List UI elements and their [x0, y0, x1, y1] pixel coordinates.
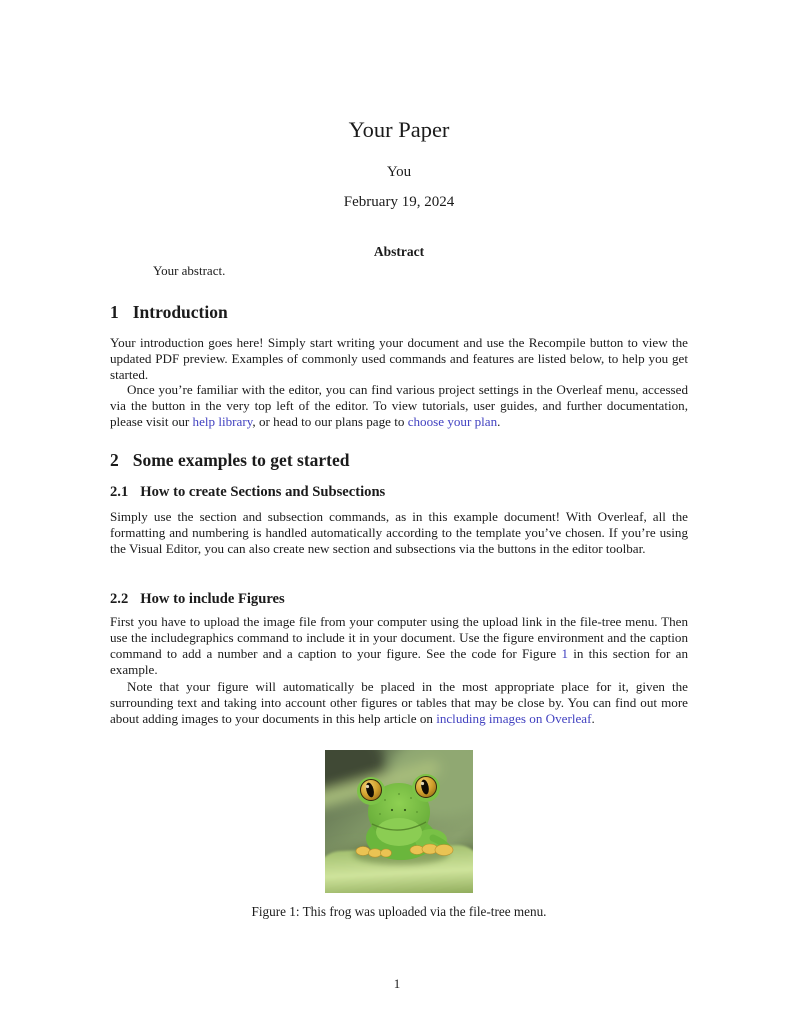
section-title: Some examples to get started — [132, 450, 350, 470]
paper-date: February 19, 2024 — [343, 194, 455, 210]
paragraph-figures-2 — [110, 679, 688, 727]
frog-photo-svg — [325, 750, 473, 893]
section-title: Introduction — [132, 302, 228, 322]
text-run: Note that your figure will automatically be placed in the most appropriate place for it, given the surrounding text and taking into account other figures or tables that may be close by. You can find out more about adding images to your documents in this help article on — [110, 679, 688, 726]
subsection-title: How to include Figures — [140, 591, 285, 607]
text-run: First you have to upload the image file from your computer using the upload link in the file-tree menu. Then use the includegraphics command to include it in your document. Use the figure environment and the caption command to add a number and a caption to your figure. See the code for Figure — [110, 614, 688, 661]
text-run: . — [497, 414, 501, 429]
section-number: 2 — [110, 450, 119, 470]
text-run: . — [591, 711, 595, 726]
subsection-2-1-heading — [110, 484, 688, 501]
text-run: Simply use the section and subsection commands, as in this example document! With Overleaf, all the formatting and numbering is handled automatically according to the template you’ve chosen. If you’re using the Visual Editor, you can also create new section and subsections via the buttons in the editor toolbar. — [110, 509, 688, 556]
abstract-body: Your abstract. — [153, 263, 226, 278]
text-link[interactable]: choose your plan — [407, 414, 498, 429]
subsection-number: 2.1 — [110, 484, 129, 500]
text-run: in this section for an example. — [110, 646, 689, 677]
text-run: , or head to our plans page to — [252, 414, 408, 429]
figure-caption: Figure 1: This frog was uploaded via the file-tree menu. — [251, 904, 547, 919]
text-link[interactable]: 1 — [561, 646, 568, 661]
frog-image — [325, 750, 473, 893]
paper-title: Your Paper — [348, 117, 450, 142]
section-2-heading — [110, 450, 688, 470]
page-number: 1 — [393, 976, 401, 991]
paragraph-intro-1 — [110, 335, 688, 383]
subsection-2-2-heading — [110, 591, 688, 608]
text-run: Your introduction goes here! Simply start writing your document and use the Recompile button to view the updated PDF preview. Examples of commonly used commands and features are listed below, to help you get started. — [110, 335, 688, 382]
abstract-heading: Abstract — [373, 244, 425, 259]
section-number: 1 — [110, 302, 119, 322]
subsection-number: 2.2 — [110, 591, 129, 607]
paragraph-intro-2 — [110, 382, 688, 430]
text-link[interactable]: help library — [192, 414, 253, 429]
subsection-title: How to create Sections and Subsections — [140, 484, 386, 500]
text-run: Once you’re familiar with the editor, you can find various project settings in the Overleaf menu, accessed via the button in the very top left of the editor. To view tutorials, user guides, and further documentation, please visit our — [110, 382, 688, 429]
section-1-heading — [110, 302, 688, 322]
paragraph-sections — [110, 509, 688, 557]
text-link[interactable]: including images on Overleaf — [436, 711, 592, 726]
paper-author: You — [386, 164, 412, 180]
paragraph-figures-1 — [110, 614, 688, 678]
